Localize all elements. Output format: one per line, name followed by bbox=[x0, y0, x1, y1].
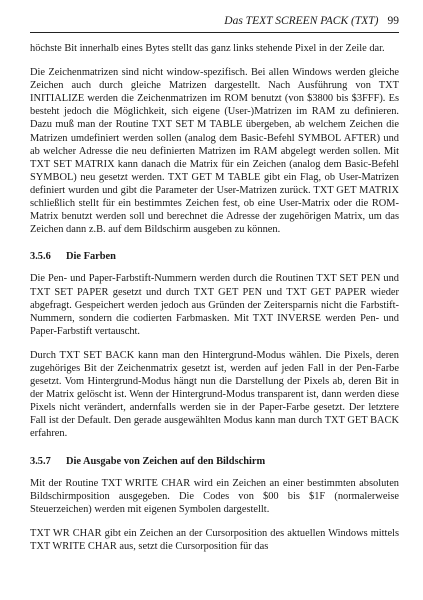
section-heading bbox=[30, 455, 399, 468]
section-heading bbox=[30, 250, 399, 263]
running-header bbox=[30, 12, 399, 33]
paragraph: Mit der Routine TXT WRITE CHAR wird ein Zeichen an einer bestimmten absoluten Bildschirmposition ausgegeben. Die Codes von $00 bis $1F (normalerweise Steuerzeichen) werden mit eigenen Symbolen dargestellt. bbox=[30, 477, 399, 515]
page-number: 99 bbox=[387, 15, 399, 27]
paragraph: Die Zeichenmatrizen sind nicht window-spezifisch. Bei allen Windows werden gleiche Zeichen auch durch gleiche Matrizen dargestellt. Nach Ausführung von TXT INITIALIZE werden die Zeichenmatrizen im ROM benutzt (von $3800 bis $3FFF). Es besteht jedoch die Möglichkeit, sich eigene (User-)Matrizen im RAM zu definieren. Dazu muß man der Routine TXT SET M TABLE übergeben, ab welchem Zeichen die Matrizen umdefiniert werden sollen (analog dem Basic-Befehl SYMBOL AFTER) und ab welcher Adresse die neu definierten Matrizen im RAM abgelegt werden sollen. Mit TXT SET MATRIX kann danach die Matrix für ein Zeichen (analog dem Basic-Befehl SYMBOL) neu gesetzt werden. TXT GET M TABLE gibt ein Flag, ob User-Matrizen definiert wurden und gibt die Parameter der User-Matrizen zurück. TXT GET MATRIX schließlich stellt für ein bestimmtes Zeichen fest, ob eine User-Matrix oder die ROM-Matrix benutzt werden soll und berechnet die Adresse der zugehörigen Matrix, um das Zeichen dann z.B. auf dem Bildschirm ausgeben zu können. bbox=[30, 67, 399, 236]
paragraph: Die Pen- und Paper-Farbstift-Nummern werden durch die Routinen TXT SET PEN und TXT SET PAPER gesetzt und durch TXT GET PEN und TXT GET PAPER wieder abgefragt. Gespeichert werden jedoch aus Gründen der Zeitersparnis nicht die Farbstift-Nummern, sondern die codierten Farbmasken. Mit TXT INVERSE werden Pen- und Paper-Farbstift vertauscht. bbox=[30, 273, 399, 337]
page-body bbox=[30, 42, 399, 564]
section-number: 3.5.6 bbox=[30, 251, 51, 263]
chapter-title: Das TEXT SCREEN PACK (TXT) bbox=[224, 15, 379, 27]
section-title: Die Farben bbox=[66, 251, 116, 263]
paragraph: Durch TXT SET BACK kann man den Hintergrund-Modus wählen. Die Pixels, deren zugehöriges Bit der Zeichenmatrix gesetzt ist, werden auf jeden Fall in der Pen-Farbe gesetzt. Vom Hintergrund-Modus hängt nun die Darstellung der Pixels ab, deren Bit in der Matrix gelöscht ist. Wenn der Hintergrund-Modus transparent ist, dann werden diese Pixels nicht verändert, andernfalls werden sie in der Paper-Farbe gesetzt. Der letztere Fall ist der Default. Den gerade ausgewählten Modus kann man durch TXT GET BACK erfahren. bbox=[30, 349, 399, 440]
paragraph: TXT WR CHAR gibt ein Zeichen an der Cursorposition des aktuellen Windows mittels TXT WRITE CHAR aus, setzt die Cursorposition für das bbox=[30, 527, 399, 552]
section-title: Die Ausgabe von Zeichen auf den Bildschirm bbox=[66, 455, 266, 467]
paragraph: höchste Bit innerhalb eines Bytes stellt das ganz links stehende Pixel in der Zeile dar. bbox=[30, 43, 385, 54]
section-number: 3.5.7 bbox=[30, 455, 51, 467]
